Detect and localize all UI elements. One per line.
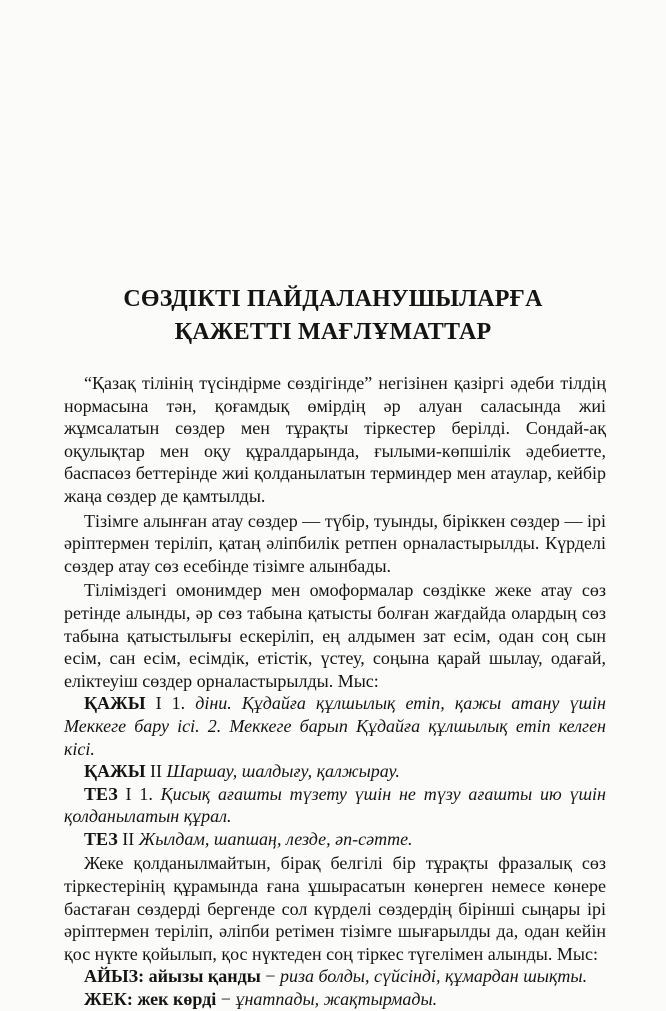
entry-headword: ҚАЖЫ	[84, 761, 146, 782]
example-entry	[64, 965, 606, 988]
example-entry	[64, 692, 606, 760]
homonyms-paragraph: Тіліміздегі омонимдер мен омоформалар сөздікке жеке атау сөз ретінде алынды, әр сөз табына қатысты болған жағдайда олардың сөз табына қатыстылығы ескеріліп, ең алдымен зат есім, одан соң сын есім, сан есім, есімдік, етістік, үстеу, соңына қарай шылау, одағай, еліктеуіш сөздер орналастырылды. Мыс:	[64, 580, 606, 691]
entry-mark: I 1.	[145, 693, 196, 714]
entry-headword: ТЕЗ	[84, 828, 118, 849]
entry-mark: II	[145, 761, 167, 782]
entry-definition: риза болды, сүйсінді, құмардан шықты.	[279, 966, 588, 987]
headwords-paragraph: Тізімге алынған атау сөздер — түбір, туынды, біріккен сөздер — ірі әріптермен теріліп, қатаң әліпбилік ретпен орналастырылды. Күрделі сөздер атау сөз есебінде тізімге алынбады.	[64, 510, 606, 576]
title-line-1: СӨЗДІКТІ ПАЙДАЛАНУШЫЛАРҒА	[123, 286, 543, 312]
entry-mark: −	[216, 989, 236, 1010]
title-line-2: ҚАЖЕТТІ МАҒЛҰМАТТАР	[174, 319, 492, 345]
entry-mark: II	[117, 828, 139, 849]
example-entry	[64, 783, 606, 828]
phraseology-paragraph: Жеке қолданылмайтын, бірақ белгілі бір тұрақты фразалық сөз тіркестерінің құрамында ғана ұшырасатын көнерген немесе көнере бастаған сөздерді бергенде сол күрделі сөздердің бірінші сыңары ірі әріптермен теріліп, әліпби ретімен тізімге шығарылды да, одан кейін қос нүкте қойылып, қос нүктеден соң тіркес түгелімен алынды. Мыс:	[64, 853, 606, 964]
intro-paragraph: “Қазақ тілінің түсіндірме сөздігінде” негізінен қазіргі әдеби тілдің нормасына тән, қоғамдық өмірдің әр алуан саласында жиі жұмсалатын сөздер мен тұрақты тіркестер берілді. Сондай-ақ оқулықтар мен оқу құралдарында, ғылыми-көпшілік әдебиетте, баспасөз беттерінде жиі қолданылатын терминдер мен атаулар, кейбір жаңа сөздер де қамтылды.	[64, 373, 606, 506]
body-text	[64, 372, 606, 1011]
entry-headword: ҚАЖЫ	[84, 693, 146, 714]
entry-definition: діни. Құдайға құлшылық етіп, қажы атану үшін Меккеге бару ісі. 2. Меккеге барып Құдайға құлшылық етіп келген кісі.	[64, 693, 606, 759]
example-entry	[64, 988, 606, 1011]
entry-definition: Қисық ағашты түзету үшін не түзу ағашты ию үшін қолданылатын құрал.	[64, 783, 606, 827]
entry-mark: I 1.	[117, 783, 161, 804]
example-entry	[64, 760, 606, 783]
page-title	[0, 283, 666, 349]
entry-mark: −	[260, 966, 280, 987]
entry-headword: ЖЕК: жек көрді	[84, 989, 217, 1010]
entry-headword: ТЕЗ	[84, 783, 118, 804]
entry-definition: Шаршау, шалдығу, қалжырау.	[166, 761, 400, 782]
entry-headword: АЙЫЗ: айызы қанды	[84, 966, 261, 987]
entry-definition: Жылдам, шапшаң, лезде, әп-сәтте.	[138, 828, 413, 849]
entry-definition: ұнатпады, жақтырмады.	[235, 989, 438, 1010]
example-entry	[64, 828, 606, 851]
